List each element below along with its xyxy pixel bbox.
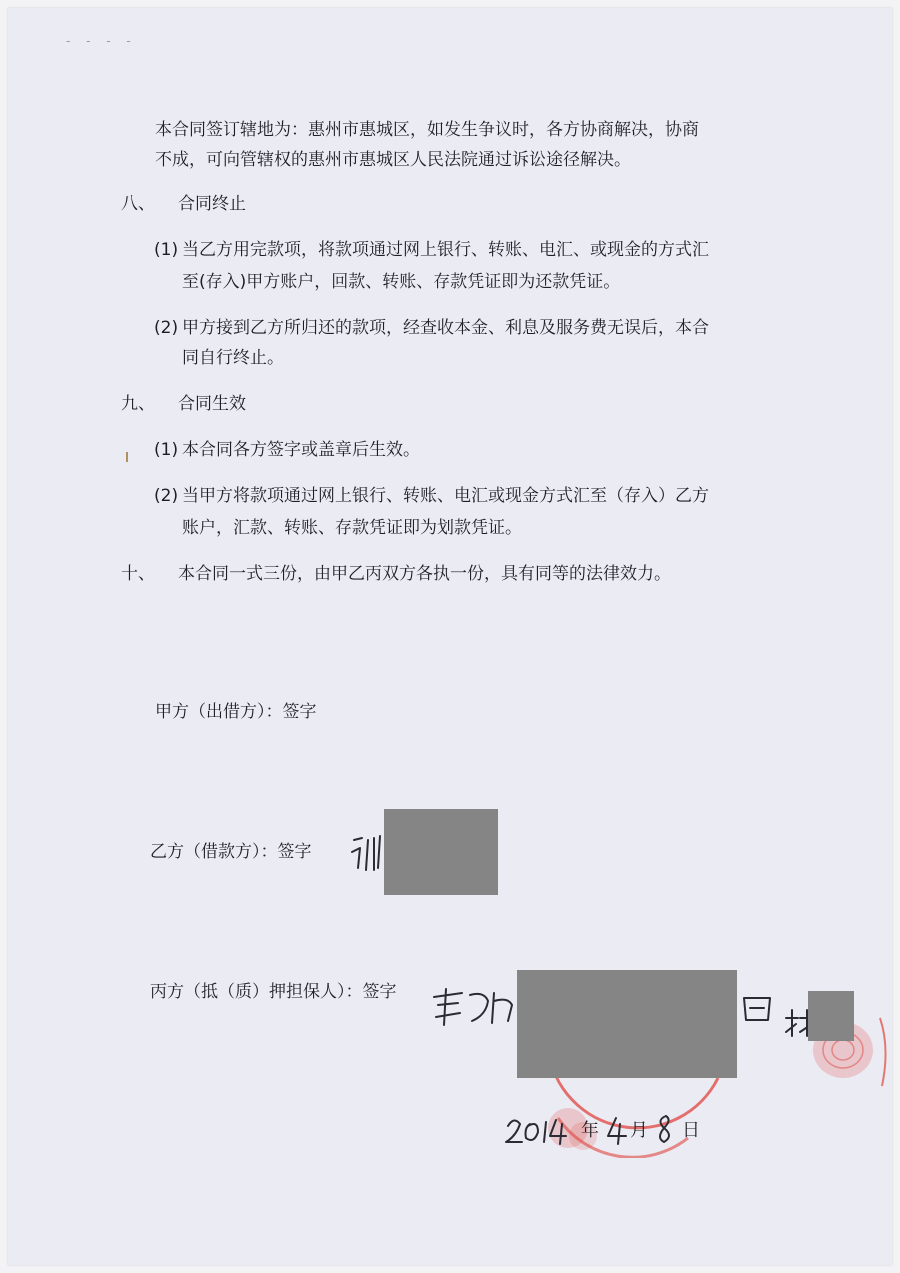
section8-item2-line2: 同自行终止。 <box>182 348 284 368</box>
section8-number: 八、 <box>121 194 155 214</box>
jurisdiction-line-1: 本合同签订辖地为：惠州市惠城区，如发生争议时，各方协商解决，协商 <box>155 120 699 140</box>
stray-mark <box>126 452 128 462</box>
section9-number: 九、 <box>121 394 155 414</box>
party-c-surname-redaction <box>808 991 854 1041</box>
section9-item1-line1: 本合同各方签字或盖章后生效。 <box>182 440 420 460</box>
section8-title: 合同终止 <box>178 194 246 214</box>
section8-item2-line1: 甲方接到乙方所归还的款项，经查收本金、利息及服务费无误后，本合 <box>182 318 709 338</box>
contract-page <box>8 8 892 1265</box>
section9-title: 合同生效 <box>178 394 246 414</box>
handwritten-month <box>604 1114 630 1146</box>
section8-item1-line2: 至(存入)甲方账户，回款、转账、存款凭证即为还款凭证。 <box>182 272 621 292</box>
scan-artifact: - - - - <box>66 34 137 48</box>
section10-text: 本合同一式三份，由甲乙丙双方各执一份，具有同等的法律效力。 <box>178 564 671 584</box>
section9-item2-line2: 账户，汇款、转账、存款凭证即为划款凭证。 <box>182 518 522 538</box>
handwritten-year <box>504 1112 584 1148</box>
section8-item1-num: (1) <box>154 240 179 260</box>
section9-item2-line1: 当甲方将款项通过网上银行、转账、电汇或现金方式汇至（存入）乙方 <box>182 486 709 506</box>
party-c-handwritten-signature <box>428 983 528 1033</box>
party-a-signature-label: 甲方（出借方）：签字 <box>155 702 317 722</box>
date-day-char: 日 <box>682 1120 700 1141</box>
party-b-redaction <box>384 809 498 895</box>
party-b-handwritten-signature <box>348 830 388 874</box>
date-year-char: 年 <box>581 1120 599 1141</box>
party-c-signature-label: 丙方（抵（质）押担保人）：签字 <box>150 982 397 1002</box>
date-month-char: 月 <box>630 1120 648 1141</box>
section9-item2-num: (2) <box>154 486 179 506</box>
section10-number: 十、 <box>121 564 155 584</box>
section8-item1-line1: 当乙方用完款项，将款项通过网上银行、转账、电汇、或现金的方式汇 <box>182 240 709 260</box>
party-c-handwritten-tail <box>738 990 778 1026</box>
section9-item1-num: (1) <box>154 440 179 460</box>
handwritten-day <box>652 1112 678 1144</box>
section8-item2-num: (2) <box>154 318 179 338</box>
party-c-redaction <box>517 970 737 1078</box>
party-b-signature-label: 乙方（借款方）：签字 <box>150 842 312 862</box>
jurisdiction-line-2: 不成，可向管辖权的惠州市惠城区人民法院通过诉讼途径解决。 <box>155 150 631 170</box>
